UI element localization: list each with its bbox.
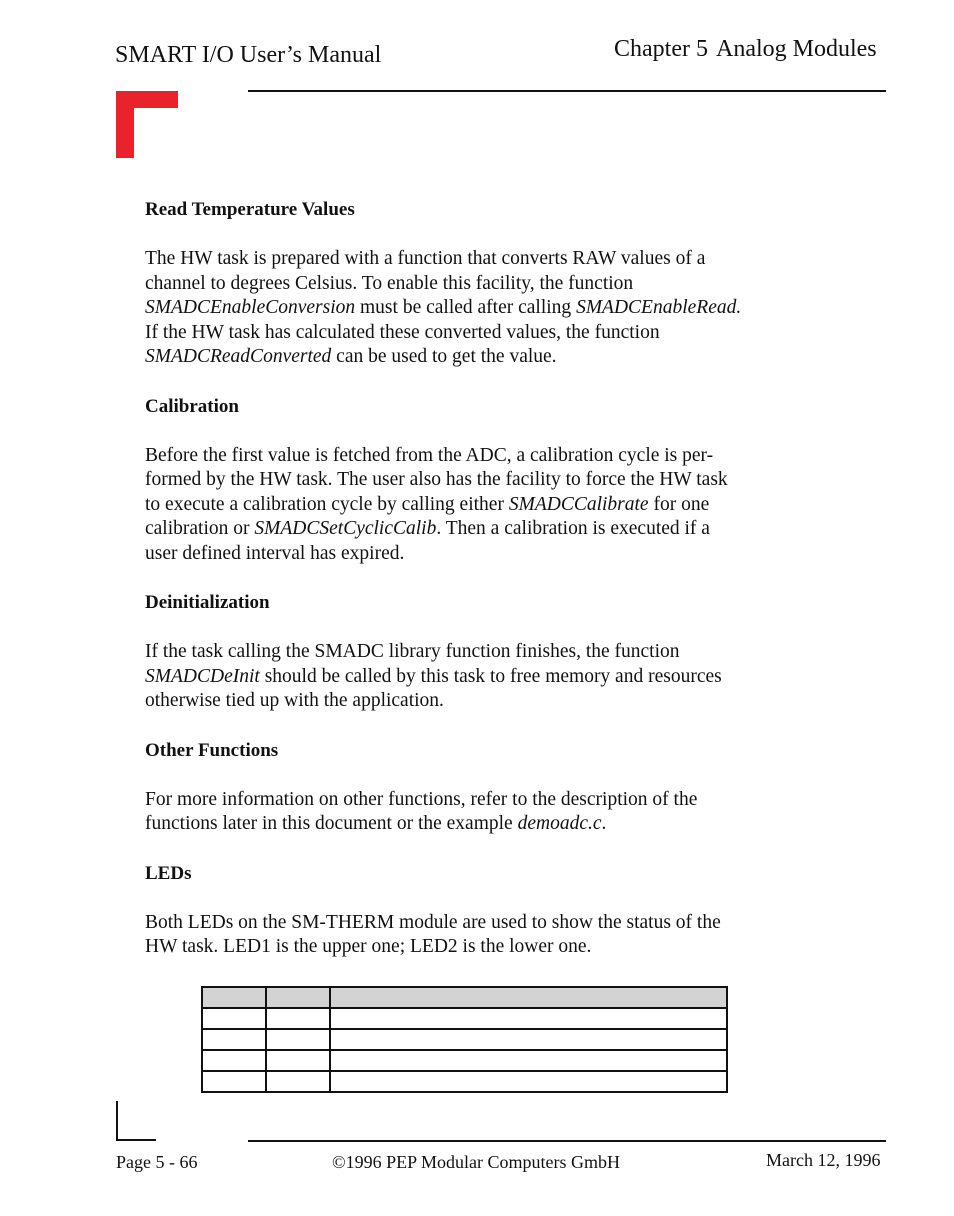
body-content: [145, 198, 815, 985]
text-line: [145, 812, 815, 837]
table-header-row: [202, 987, 727, 1008]
table-cell: [202, 1050, 266, 1071]
chapter-label: Chapter 5: [614, 36, 708, 62]
table-cell: [266, 1050, 330, 1071]
table-cell: [330, 1008, 727, 1029]
table-header-cell: [266, 987, 330, 1008]
function-name: SMADCCalibrate: [508, 493, 649, 515]
table-cell: [330, 1071, 727, 1092]
section-paragraph: [145, 640, 815, 714]
table-row: [202, 1008, 727, 1029]
section-heading: Calibration: [145, 395, 239, 417]
section-heading: Read Temperature Values: [145, 199, 355, 220]
table-cell: [266, 1071, 330, 1092]
table-header-cell: [202, 987, 266, 1008]
text-run: formed by the HW task. The user also has the facility to force the HW task: [145, 469, 728, 490]
footer-rule: [248, 1140, 886, 1142]
table-row: [202, 1029, 727, 1050]
text-run: calibration or: [145, 518, 255, 539]
function-name: SMADCReadConverted: [145, 346, 332, 367]
text-run: channel to degrees Celsius. To enable this facility, the function: [145, 272, 634, 294]
table-cell: [266, 1029, 330, 1050]
function-name: SMADCEnableConversion: [145, 297, 356, 318]
text-run: functions later in this document or the example: [145, 813, 518, 834]
section-paragraph: [145, 788, 815, 837]
table-cell: [266, 1008, 330, 1029]
section-paragraph: [145, 444, 815, 567]
function-name: SMADCDeInit: [145, 665, 260, 687]
table-cell: [330, 1050, 727, 1071]
text-run: The HW task is prepared with a function that converts RAW values of a: [145, 248, 706, 269]
text-run: for one: [648, 493, 710, 515]
text-run: can be used to get the value.: [331, 346, 557, 367]
function-name: demoadc.c: [517, 813, 602, 834]
section-heading: Other Functions: [145, 739, 279, 761]
text-line: [145, 911, 815, 936]
table-row: [202, 1071, 727, 1092]
text-run: to execute a calibration cycle by calling either: [145, 493, 509, 515]
function-name: SMADCEnableRead.: [576, 297, 742, 318]
text-line: [145, 296, 815, 321]
led-status-table: [201, 986, 728, 1093]
text-run: user defined interval has expired.: [145, 542, 405, 564]
text-run: .: [601, 813, 607, 834]
function-name: SMADCSetCyclicCalib: [254, 518, 437, 539]
table-cell: [202, 1071, 266, 1092]
section-heading: LEDs: [145, 862, 192, 884]
text-line: [145, 444, 815, 469]
text-run: HW task. LED1 is the upper one; LED2 is the lower one.: [145, 936, 592, 957]
section-heading: Deinitialization: [145, 592, 270, 613]
text-line: [145, 935, 815, 960]
table-cell: [202, 1008, 266, 1029]
text-line: [145, 542, 815, 567]
text-line: [145, 517, 815, 542]
text-run: Both LEDs on the SM-THERM module are used to show the status of the: [145, 911, 721, 933]
section-paragraph: [145, 247, 815, 370]
table-cell: [202, 1029, 266, 1050]
text-line: [145, 321, 815, 346]
text-line: [145, 665, 815, 690]
text-line: [145, 247, 815, 272]
text-run: must be called after calling: [355, 297, 577, 318]
text-run: For more information on other functions, refer to the description of the: [145, 788, 698, 810]
chapter-title: Analog Modules: [715, 36, 877, 62]
date: March 12, 1996: [766, 1150, 881, 1170]
corner-mark-logo: [116, 91, 178, 158]
text-run: If the task calling the SMADC library function finishes, the function: [145, 641, 680, 662]
table-cell: [330, 1029, 727, 1050]
text-run: should be called by this task to free memory and resources: [259, 665, 722, 687]
text-line: [145, 272, 815, 297]
chapter-heading: [614, 36, 877, 63]
text-line: [145, 788, 815, 813]
table-header-cell: [330, 987, 727, 1008]
text-line: [145, 689, 815, 714]
text-line: [145, 468, 815, 493]
table-row: [202, 1050, 727, 1071]
text-line: [145, 345, 815, 370]
page-number: Page 5 - 66: [116, 1152, 198, 1172]
section-paragraph: [145, 911, 815, 960]
text-run: otherwise tied up with the application.: [145, 690, 444, 711]
text-line: [145, 640, 815, 665]
text-run: . Then a calibration is executed if a: [436, 518, 710, 539]
text-run: If the HW task has calculated these converted values, the function: [145, 321, 660, 343]
text-line: [145, 493, 815, 518]
manual-title: SMART I/O User’s Manual: [115, 42, 382, 68]
text-run: Before the first value is fetched from the ADC, a calibration cycle is per-: [145, 444, 714, 466]
header-rule: [248, 90, 886, 92]
footer-corner-mark: [116, 1101, 156, 1141]
copyright: ©1996 PEP Modular Computers GmbH: [332, 1152, 621, 1172]
